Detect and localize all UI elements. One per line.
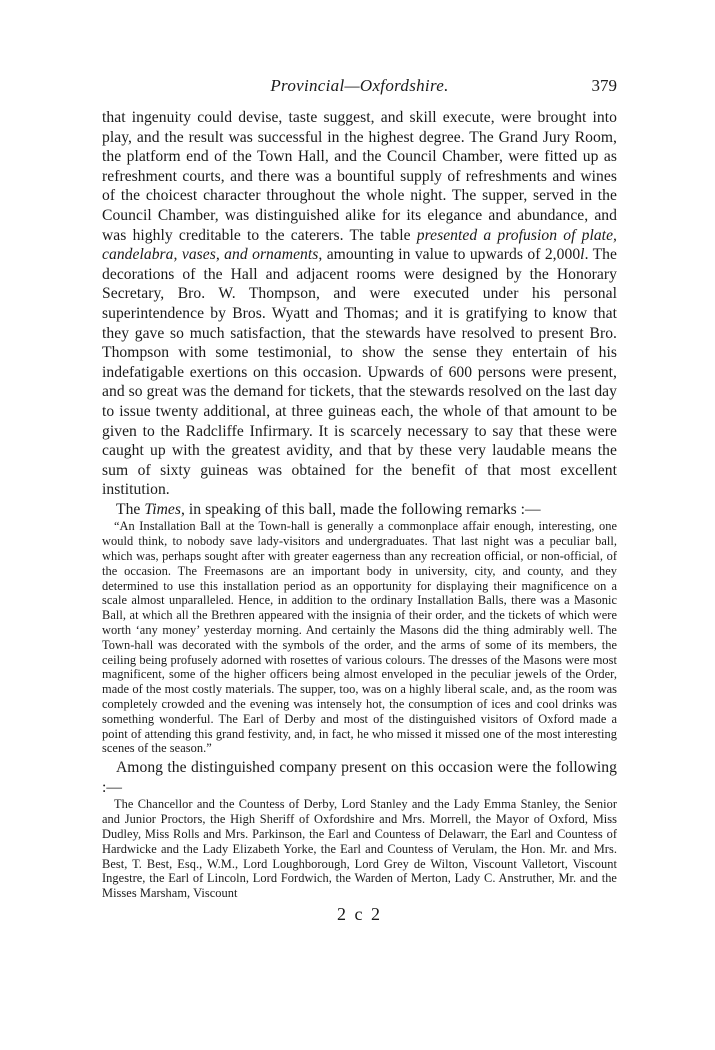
main-text <box>102 108 617 925</box>
newspaper-title: Times <box>144 500 181 518</box>
signature-mark: 2 c 2 <box>337 903 382 924</box>
guest-list-text: The Chancellor and the Countess of Derby, Lord Stanley and the Lady Emma Stanley, the Senior and Junior Proctors, the High Sheriff of Oxfordshire and Mrs. Morrell, the Mayor of Oxford, Miss Dudley, Miss Rolls and Mrs. Parkinson, the Earl and Countess of Delawarr, the Earl and Countess of Hardwicke and the Lady Elizabeth Yorke, the Earl and Countess of Verulam, the Hon. Mr. and Mrs. Best, T. Best, Esq., W.M., Lord Loughborough, Lord Grey de Wilton, Viscount Valletort, Viscount Ingestre, the Earl of Lincoln, Lord Fordwich, the Warden of Merton, Lady C. Anstruther, Mr. and the Misses Marsham, Viscount <box>102 797 617 901</box>
paragraph-company: Among the distinguished company present on this occasion were the following :— <box>102 759 617 796</box>
paragraph-text: that ingenuity could devise, taste suggest, and skill execute, were brought into play, and the result was successful in the highest degree. The Grand Jury Room, the platform end of the Town Hall, and the Council Chamber, were fitted up as refreshment courts, and there was a bountiful supply of refreshments and wines of the choicest character throughout the whole night. The supper, served in the Council Chamber, was distinguished alike for its elegance and abundance, and was highly creditable to the caterers. The table <box>102 109 617 244</box>
page <box>102 76 617 925</box>
block-quote <box>102 519 617 756</box>
pound-sign: l <box>580 246 585 264</box>
paragraph-continuation <box>102 108 617 500</box>
paragraph-text: , in speaking of this ball, made the following remarks :— <box>181 500 541 518</box>
running-header <box>102 76 617 100</box>
guest-list <box>102 797 617 901</box>
italic-phrase: presented a profusion of plate, candelabra, vases, and ornaments, <box>102 226 617 264</box>
running-title: Provincial—Oxfordshire. <box>270 76 449 95</box>
paragraph-text: . The decorations of the Hall and adjacent rooms were designed by the Honorary Secretary, Bro. W. Thompson, and were executed under his personal superintendence by Bros. Wyatt and Thomas; and it is gratifying to know that they gave so much satisfaction, that the stewards have resolved to present Bro. Thompson with some testimonial, to show the sense they entertain of his indefatigable exertions on this occasion. Upwards of 600 persons were present, and so great was the demand for tickets, that the stewards resolved on the last day to issue twenty additional, at three guineas each, the whole of that amount to be given to the Radcliffe Infirmary. It is scarcely necessary to say that these were caught up with the greatest avidity, and that by these very laudable means the sum of sixty guineas was obtained for the benefit of that most excellent institution. <box>102 246 617 499</box>
paragraph-times <box>102 500 617 520</box>
paragraph-text: The <box>116 500 145 518</box>
quote-text: “An Installation Ball at the Town-hall is generally a commonplace affair enough, interesting, one would think, to nobody save lady-visitors and undergraduates. That last night was a peculiar ball, which was, perhaps sought after with greater eagerness than any recreation official, or non-official, of the occasion. The Freemasons are an important body in university, city, and county, and they determined to use this installation period as an opportunity for displaying their magnificence on a scale almost unparalleled. Hence, in addition to the ordinary Installation Balls, there was a Masonic Ball, at which all the Brethren appeared with the insignia of their order, and the tickets of which were worth ‘any money’ yesterday morning. And certainly the Masons did the thing admirably well. The Town-hall was decorated with the symbols of the order, and the arms of some of its members, the ceiling being profusely adorned with rosettes of various colours. The dresses of the Masons were most magnificent, some of the higher officers being almost enveloped in the peculiar jewels of the Order, made of the most costly materials. The supper, too, was on a highly liberal scale, and, as the room was completely crowded and the evening was intensely hot, the consumption of ices and cool drinks was something wonderful. The Earl of Derby and most of the distinguished visitors of Oxford made a point of attending this grand festivity, and, in fact, he who missed it missed one of the most interesting scenes of the season.” <box>102 519 617 756</box>
page-number: 379 <box>591 76 617 95</box>
paragraph-text: amounting in value to upwards of 2,000 <box>322 246 581 264</box>
